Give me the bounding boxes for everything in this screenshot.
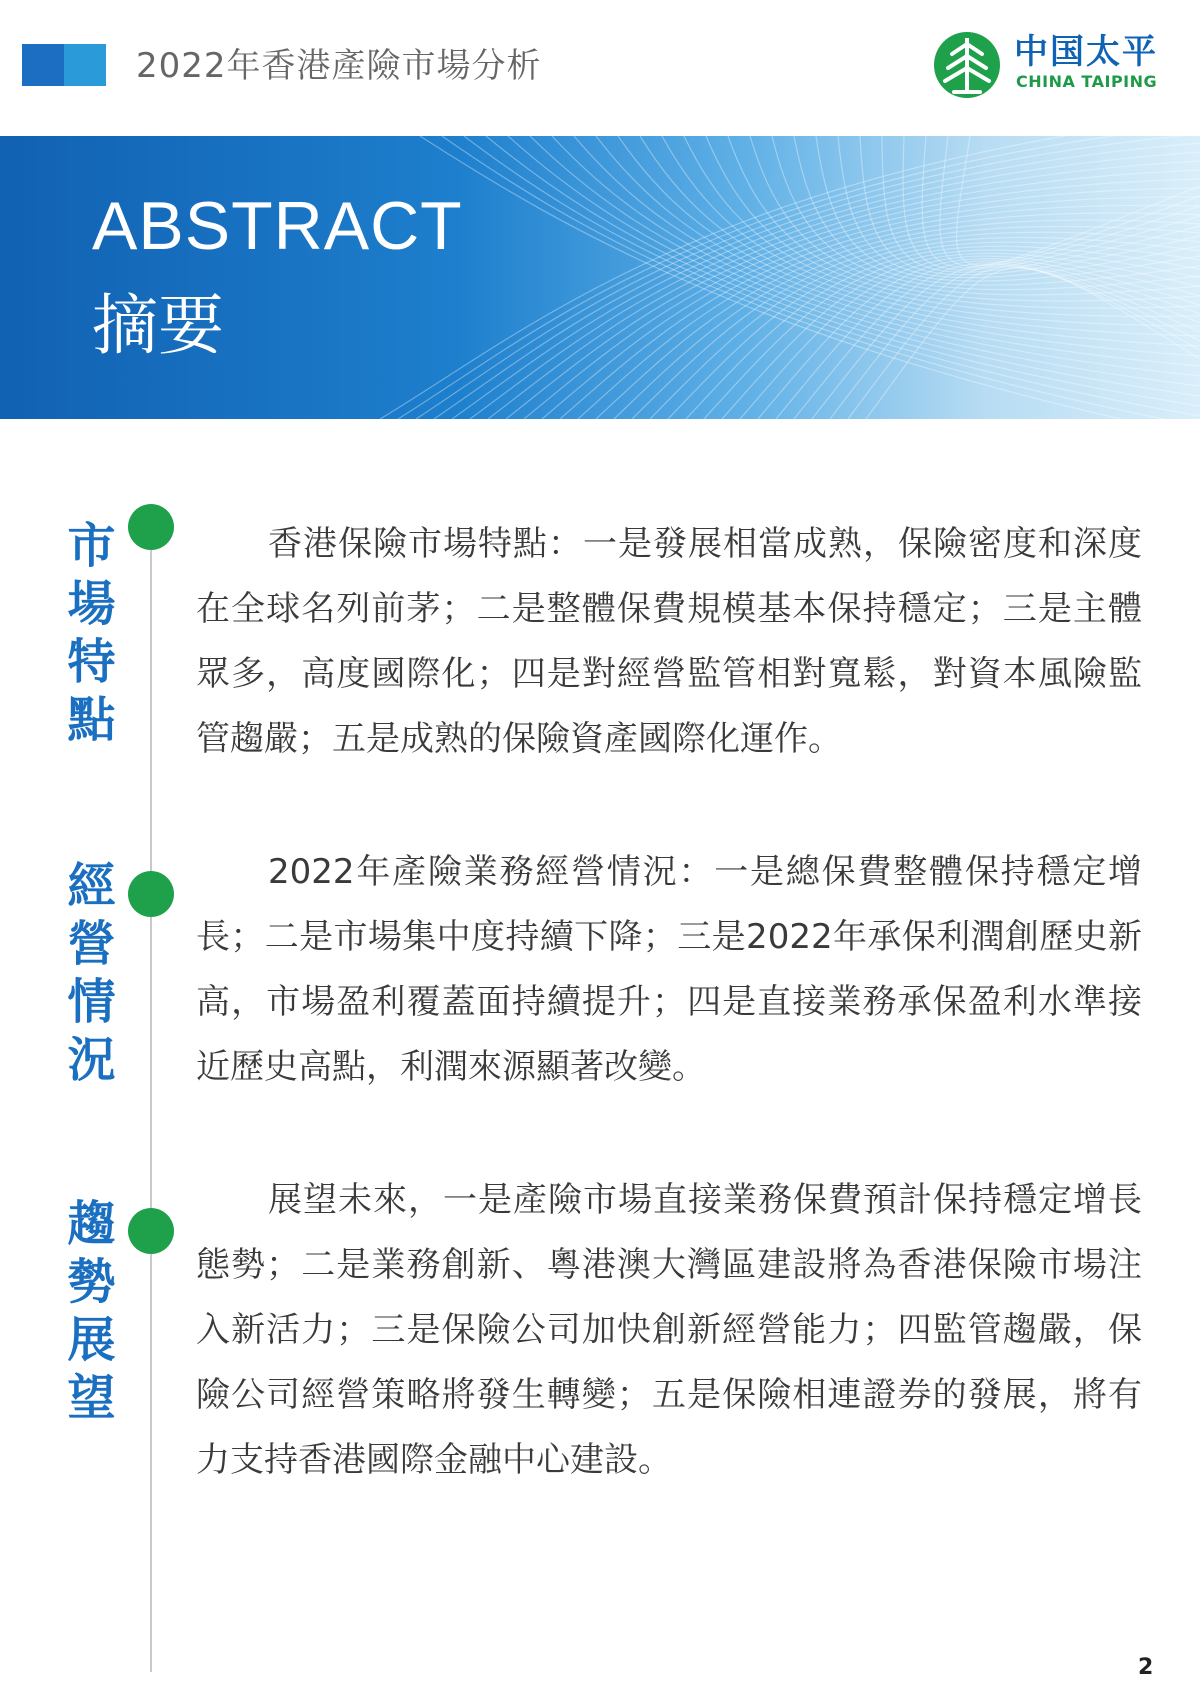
logo-english-text: CHINA TAIPING (1016, 72, 1158, 91)
timeline-dot-1 (128, 504, 174, 550)
timeline-dot-3 (128, 1208, 174, 1254)
section-label-operations: 經營情況 (59, 860, 115, 1092)
logo-chinese-text: 中国太平 (1014, 32, 1158, 72)
abstract-banner (0, 136, 1200, 419)
banner-title-chinese: 摘要 (92, 287, 224, 364)
section-text-operations: 2022年產險業務經營情況：一是總保費整體保持穩定增長；二是市場集中度持續下降；三是2022年承保利潤創歷史新高，市場盈利覆蓋面持續提升；四是直接業務承保盈利水準接近歷史高點，利潤來源顯著改變。 (196, 852, 1142, 1087)
document-title: 2022年香港產險市場分析 (136, 46, 542, 86)
page-number: 2 (1138, 1655, 1154, 1680)
section-label-outlook: 趨勢展望 (59, 1198, 115, 1430)
banner-title-english: ABSTRACT (92, 188, 463, 264)
company-logo (932, 30, 1172, 100)
header-accent-block-dark (22, 44, 64, 86)
china-taiping-tree-logo-icon (932, 30, 1002, 100)
section-text-outlook: 展望未來，一是產險市場直接業務保費預計保持穩定增長態勢；二是業務創新、粵港澳大灣區建設將為香港保險市場注入新活力；三是保險公司加快創新經營能力；四監管趨嚴，保險公司經營策略將發生轉變；五是保險相連證券的發展，將有力支持香港國際金融中心建設。 (196, 1180, 1142, 1480)
timeline-line (150, 510, 152, 1672)
header-accent-block-light (64, 44, 106, 86)
section-text-market-features: 香港保險市場特點：一是發展相當成熟，保險密度和深度在全球名列前茅；二是整體保費規模基本保持穩定；三是主體眾多，高度國際化；四是對經營監管相對寬鬆，對資本風險監管趨嚴；五是成熟的保險資產國際化運作。 (196, 524, 1142, 759)
banner-wave-pattern (0, 136, 1200, 419)
timeline-dot-2 (128, 871, 174, 917)
section-label-market-features: 市場特點 (59, 520, 115, 752)
